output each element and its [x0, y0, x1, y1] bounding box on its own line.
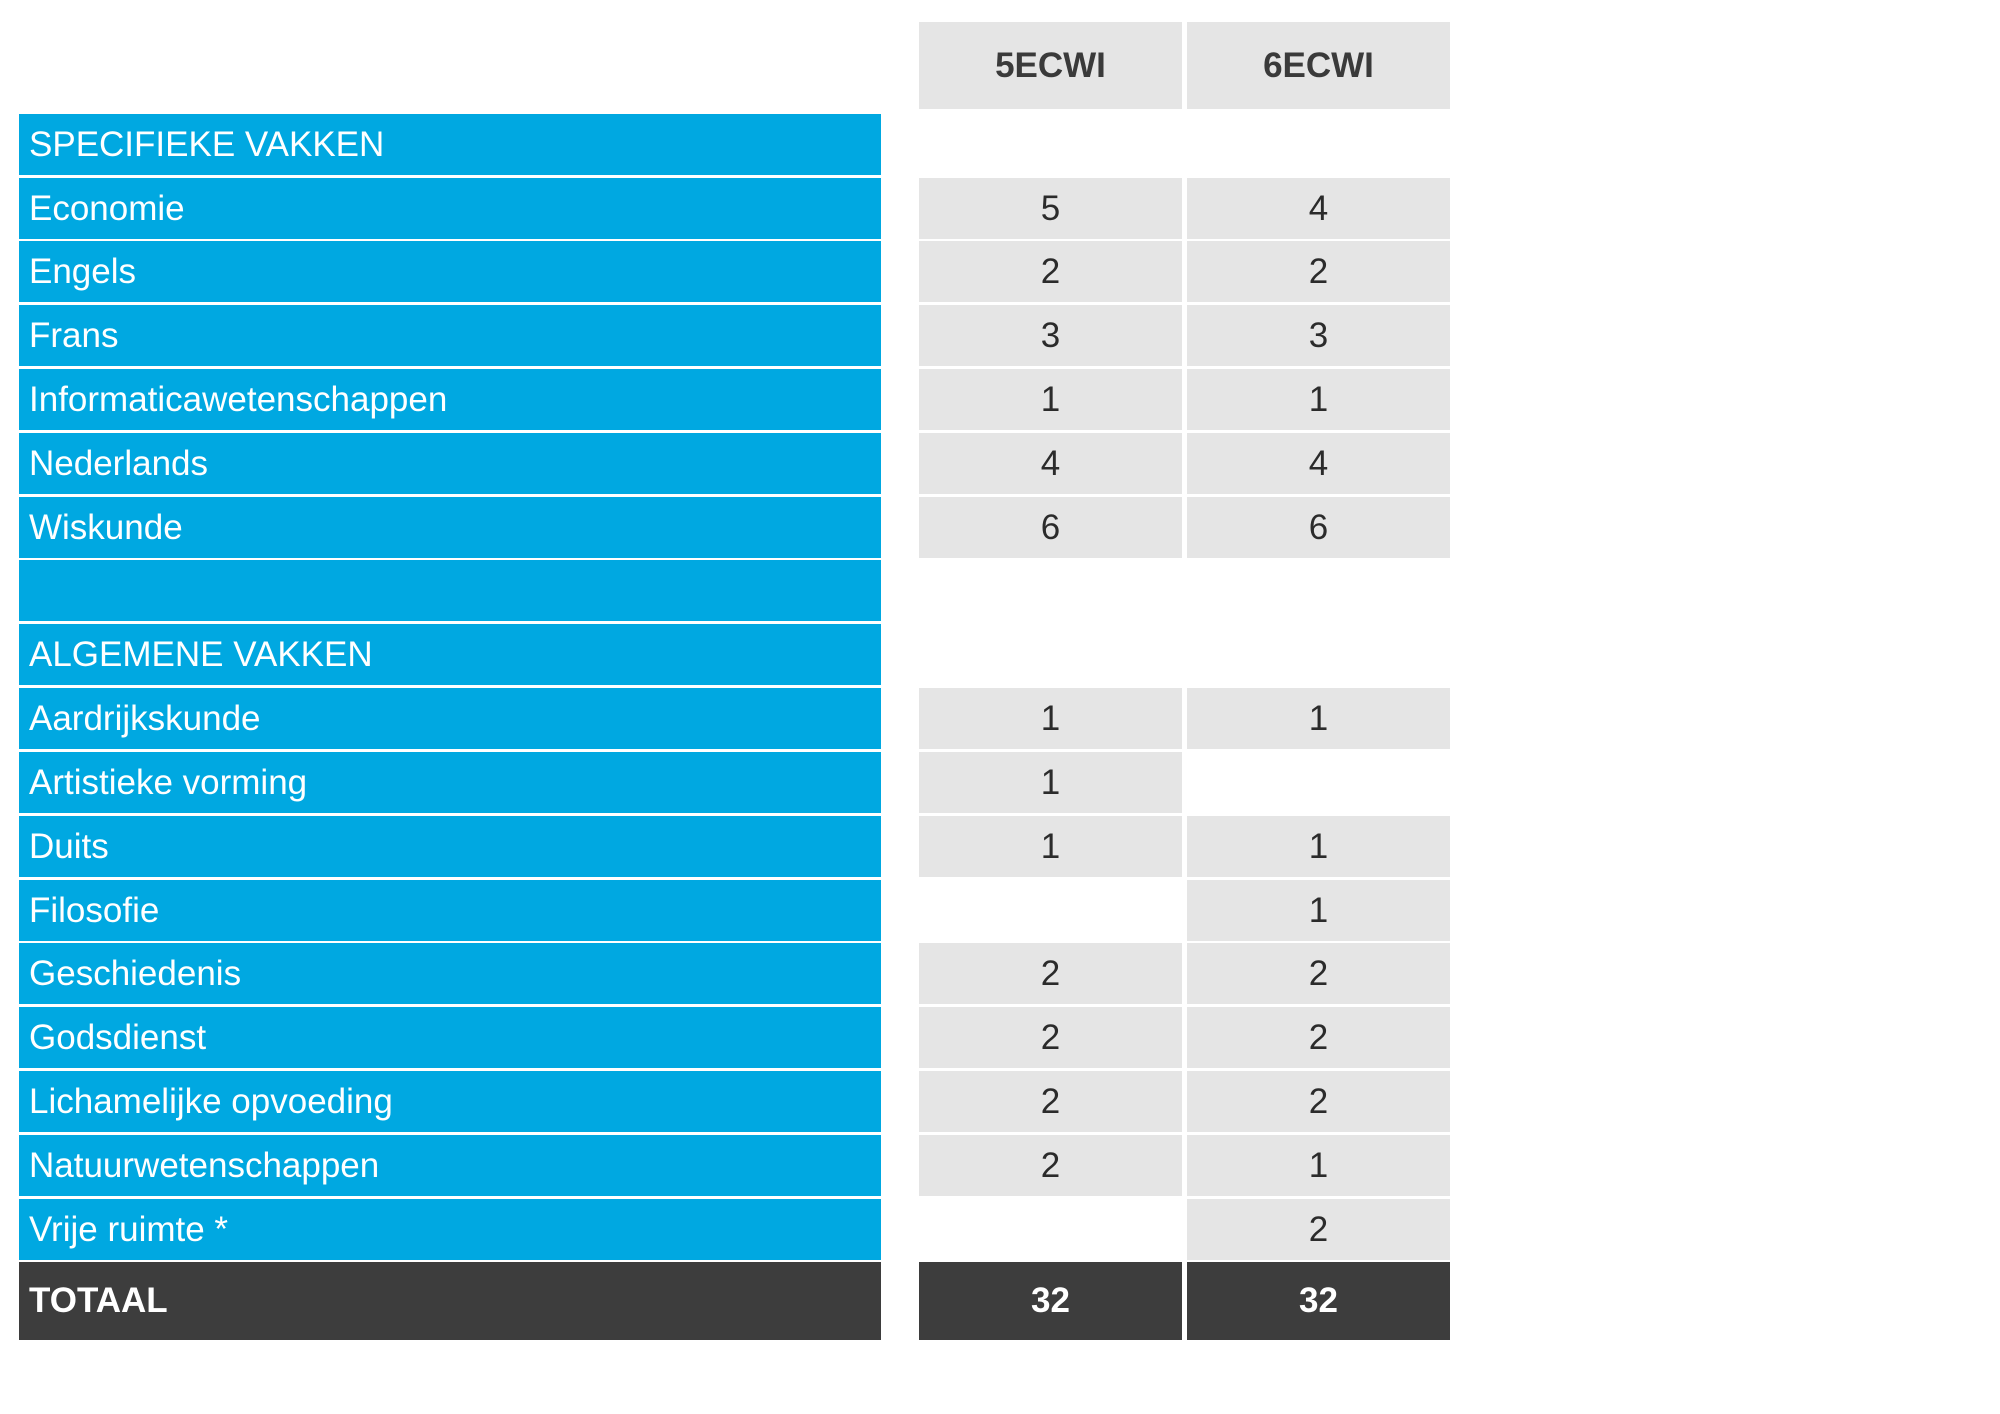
- subject-label: Wiskunde: [19, 497, 881, 558]
- hours-cell: 1: [919, 816, 1182, 877]
- subject-label: Godsdienst: [19, 1007, 881, 1068]
- hours-cell: 1: [1187, 816, 1450, 877]
- hours-cell: 1: [1187, 880, 1450, 941]
- hours-cell: 4: [919, 433, 1182, 494]
- subject-label: Economie: [19, 178, 881, 239]
- subject-label: Vrije ruimte *: [19, 1199, 881, 1260]
- hours-cell: 1: [1187, 1135, 1450, 1196]
- subject-label: Aardrijkskunde: [19, 688, 881, 749]
- subject-label: Nederlands: [19, 433, 881, 494]
- subject-label: Informaticawetenschappen: [19, 369, 881, 430]
- hours-cell: 4: [1187, 178, 1450, 239]
- hours-cell: 2: [1187, 241, 1450, 302]
- hours-cell: 2: [919, 943, 1182, 1004]
- subject-label: Geschiedenis: [19, 943, 881, 1004]
- hours-cell: 6: [1187, 497, 1450, 558]
- hours-cell: 1: [919, 369, 1182, 430]
- hours-cell: 5: [919, 178, 1182, 239]
- hours-cell: 1: [1187, 688, 1450, 749]
- hours-cell: 1: [919, 688, 1182, 749]
- subject-label: [19, 560, 881, 621]
- column-header: 5ECWI: [919, 22, 1182, 109]
- hours-cell: 2: [919, 1007, 1182, 1068]
- subject-label: Filosofie: [19, 880, 881, 941]
- hours-cell: 2: [1187, 1071, 1450, 1132]
- hours-cell: 1: [1187, 369, 1450, 430]
- hours-cell: 2: [1187, 1007, 1450, 1068]
- subject-label: Natuurwetenschappen: [19, 1135, 881, 1196]
- subject-label: Duits: [19, 816, 881, 877]
- hours-cell: 2: [1187, 1199, 1450, 1260]
- hours-cell: 3: [1187, 305, 1450, 366]
- hours-cell: 6: [919, 497, 1182, 558]
- subject-label: Artistieke vorming: [19, 752, 881, 813]
- hours-cell: 3: [919, 305, 1182, 366]
- column-header: 6ECWI: [1187, 22, 1450, 109]
- hours-cell: 2: [1187, 943, 1450, 1004]
- hours-cell: 2: [919, 1135, 1182, 1196]
- section-header: ALGEMENE VAKKEN: [19, 624, 881, 685]
- section-header: SPECIFIEKE VAKKEN: [19, 114, 881, 175]
- subject-label: Frans: [19, 305, 881, 366]
- hours-cell: 4: [1187, 433, 1450, 494]
- subject-label: Lichamelijke opvoeding: [19, 1071, 881, 1132]
- total-value: 32: [919, 1262, 1182, 1340]
- subject-label: Engels: [19, 241, 881, 302]
- hours-cell: 2: [919, 1071, 1182, 1132]
- total-value: 32: [1187, 1262, 1450, 1340]
- hours-cell: 1: [919, 752, 1182, 813]
- total-label: TOTAAL: [19, 1262, 881, 1340]
- hours-cell: 2: [919, 241, 1182, 302]
